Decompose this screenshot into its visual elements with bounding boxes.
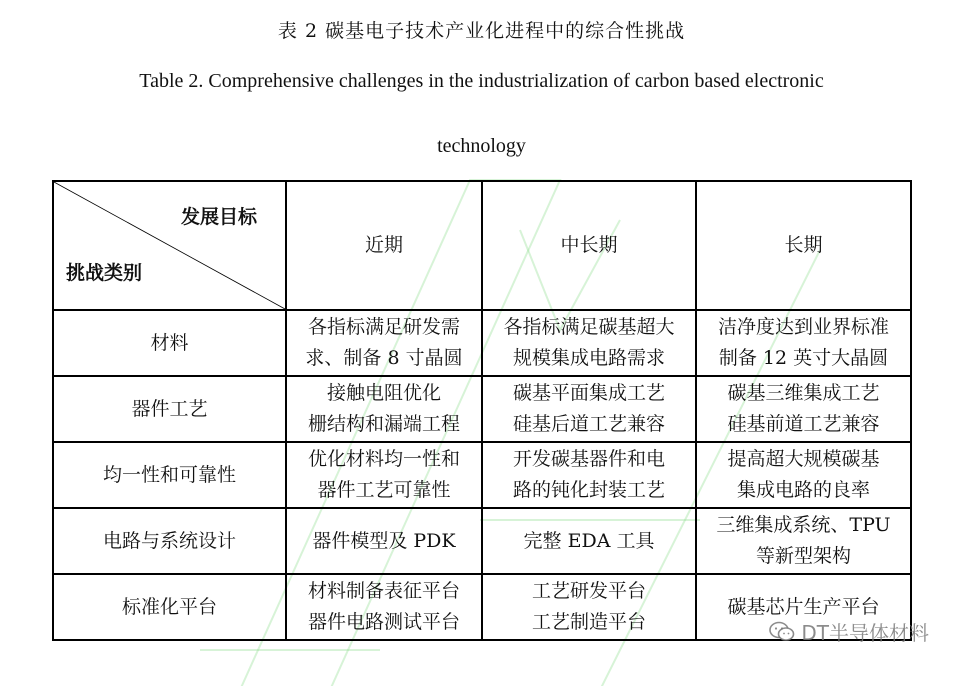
cell-text-line: 材料制备表征平台 (307, 580, 460, 602)
table-cell (696, 508, 911, 574)
table-row (53, 508, 911, 574)
cell-text-line: 栅结构和漏端工程 (307, 413, 460, 435)
cell-text-line: 规模集成电路需求 (512, 347, 665, 369)
cell-text-line: 硅基后道工艺兼容 (512, 413, 665, 435)
row-category-cell: 标准化平台 (53, 574, 286, 640)
table-title-english: Table 2. Comprehensive challenges in the industrialization of carbon based electronic (139, 70, 824, 92)
cell-text-line: 制备 12 英寸大晶圆 (718, 347, 889, 369)
table-row (53, 310, 911, 376)
wechat-icon (769, 621, 795, 643)
table-cell (482, 574, 696, 640)
cell-text-line: 器件电路测试平台 (307, 611, 460, 633)
cell-text-line: 器件模型及 PDK (312, 529, 456, 552)
cell-text-line: 工艺研发平台 (531, 580, 646, 602)
table-header-row (53, 181, 911, 310)
cell-text-line: 路的钝化封装工艺 (512, 479, 665, 501)
table-cell (696, 376, 911, 442)
table-cell (482, 508, 696, 574)
table-cell (696, 310, 911, 376)
row-category-cell: 电路与系统设计 (53, 508, 286, 574)
cell-text-line: 求、制备 8 寸晶圆 (305, 347, 463, 369)
row-category-cell: 均一性和可靠性 (53, 442, 286, 508)
column-header-long-term: 长期 (696, 181, 911, 310)
table-cell (286, 508, 482, 574)
table-cell (286, 574, 482, 640)
table-cell (482, 376, 696, 442)
cell-text-line: 开发碳基器件和电 (512, 448, 665, 470)
cell-text-line: 三维集成系统、TPU (716, 514, 891, 536)
corner-header-cell (53, 181, 286, 310)
watermark (769, 617, 929, 646)
watermark-text: DT半导体材料 (801, 621, 929, 645)
cell-text-line: 接触电阻优化 (326, 382, 441, 404)
column-header-near-term: 近期 (286, 181, 482, 310)
table-title-chinese: 表 2 碳基电子技术产业化进程中的综合性挑战 (277, 20, 686, 42)
cell-text-line: 碳基平面集成工艺 (512, 382, 665, 404)
cell-text-line: 集成电路的良率 (736, 479, 870, 501)
cell-text-line: 提高超大规模碳基 (727, 448, 880, 470)
table-cell (286, 442, 482, 508)
cell-text-line: 工艺制造平台 (531, 611, 646, 633)
table-cell (286, 310, 482, 376)
cell-text-line: 碳基芯片生产平台 (727, 595, 880, 618)
table-title-english-continued: technology (437, 135, 526, 157)
cell-text-line: 器件工艺可靠性 (317, 479, 451, 501)
row-category-cell: 器件工艺 (53, 376, 286, 442)
table-row (53, 376, 911, 442)
table-cell (696, 442, 911, 508)
row-category-cell: 材料 (53, 310, 286, 376)
corner-label-goal: 发展目标 (180, 206, 257, 228)
table-cell (482, 310, 696, 376)
cell-text-line: 各指标满足碳基超大 (503, 316, 675, 338)
cell-text-line: 完整 EDA 工具 (523, 529, 655, 552)
cell-text-line: 各指标满足研发需 (307, 316, 460, 338)
cell-text-line: 洁净度达到业界标准 (717, 316, 889, 338)
corner-label-category: 挑战类别 (66, 262, 143, 284)
table-row (53, 442, 911, 508)
challenges-table (52, 180, 912, 641)
column-header-mid-long-term: 中长期 (482, 181, 696, 310)
cell-text-line: 等新型架构 (755, 545, 851, 567)
table-cell (286, 376, 482, 442)
cell-text-line: 碳基三维集成工艺 (727, 382, 880, 404)
cell-text-line: 优化材料均一性和 (307, 448, 460, 470)
cell-text-line: 硅基前道工艺兼容 (727, 413, 880, 435)
table-cell (482, 442, 696, 508)
